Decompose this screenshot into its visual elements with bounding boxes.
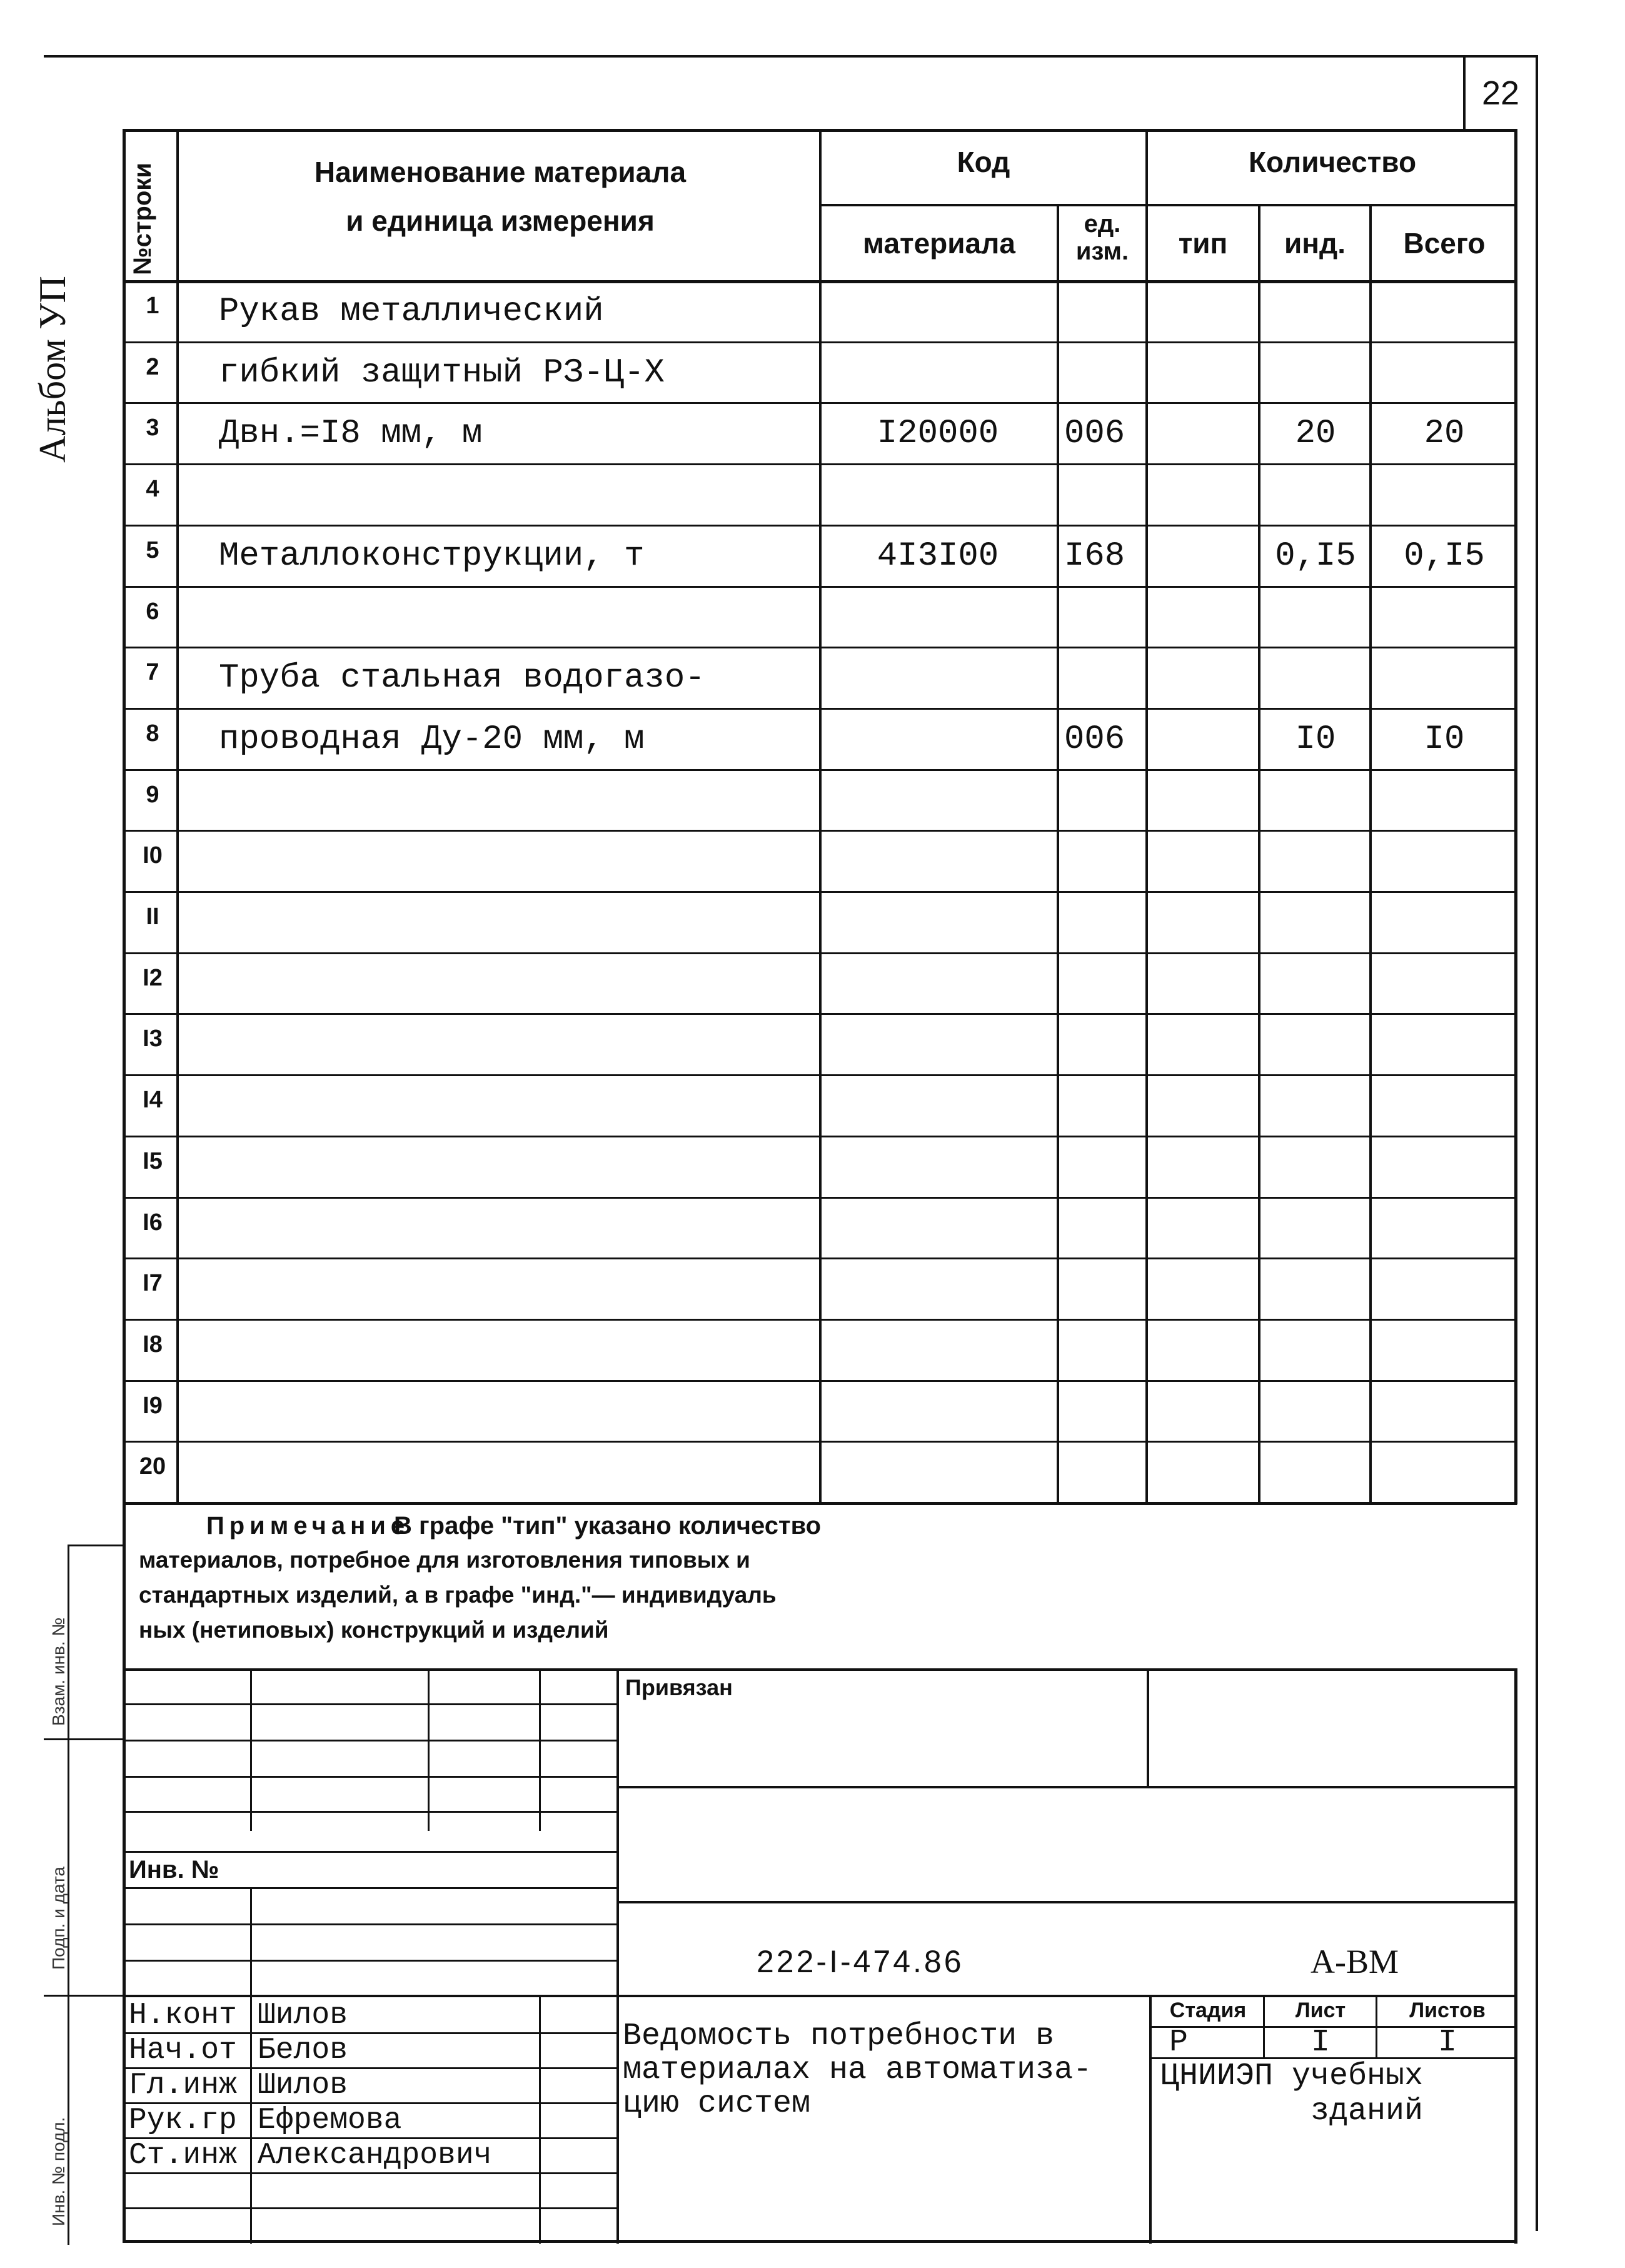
- document-code: 222-I-474.86: [757, 1944, 964, 1979]
- qty-ind-header: инд.: [1284, 227, 1346, 260]
- stamp-grid-v3: [539, 1668, 541, 1831]
- sheet-label: Лист: [1295, 1998, 1346, 2022]
- document-title-line1: Ведомость потребности в: [623, 2019, 1055, 2054]
- row-divider: [123, 708, 1517, 710]
- row-number: I2: [143, 965, 163, 991]
- row-divider: [123, 769, 1517, 771]
- code-material-header: материала: [863, 227, 1015, 260]
- row-number-header: №строки: [129, 163, 156, 275]
- side-stamp-h1: [68, 1545, 123, 1546]
- material-name: проводная Ду-20 мм, м: [219, 720, 645, 759]
- inv-no-label: Инв. №: [129, 1856, 219, 1883]
- qty-total: 20: [1424, 415, 1465, 453]
- qty-ind: 0,I5: [1275, 537, 1356, 575]
- qty-type-header: тип: [1178, 227, 1228, 260]
- side-stamp-h2: [44, 1738, 123, 1740]
- stamp-grid-h2: [123, 1740, 616, 1741]
- code-unit-header: ед. изм.: [1075, 210, 1129, 265]
- page-number-box-left: [1463, 55, 1466, 131]
- qty-ind: 20: [1295, 415, 1336, 453]
- top-rule: [44, 55, 1538, 58]
- row-divider: [123, 402, 1517, 404]
- name-header-line2: и единица измерения: [346, 204, 655, 237]
- signature-name: Шилов: [258, 1998, 348, 2032]
- row-divider: [123, 341, 1517, 343]
- row-number: 8: [146, 720, 159, 747]
- row-divider: [123, 1074, 1517, 1076]
- stamp-grid-h6: [123, 1887, 616, 1889]
- signature-name: Белов: [258, 2034, 348, 2067]
- col-line-2: [819, 129, 822, 1504]
- stamp-bottom-line: [123, 2240, 1517, 2243]
- side-stamp-h3: [44, 1995, 123, 1997]
- sheets-label: Листов: [1409, 1998, 1486, 2022]
- material-code: I20000: [877, 415, 999, 453]
- stamp-right-border: [1514, 1668, 1517, 2244]
- stamp-grid-v1-bottom: [250, 1887, 252, 2244]
- row-divider: [123, 525, 1517, 527]
- org-line1: ЦНИИЭП учебных: [1160, 2059, 1424, 2094]
- row-number: I3: [143, 1026, 163, 1052]
- stamp-grid-h7: [123, 1923, 616, 1925]
- row-number: I0: [143, 842, 163, 869]
- material-name: Рукав металлический: [219, 293, 604, 331]
- qty-total: 0,I5: [1404, 537, 1485, 575]
- privyazan-label: Привязан: [625, 1675, 733, 1700]
- col-line-5: [1258, 204, 1260, 1504]
- row-divider: [123, 1380, 1517, 1382]
- quantity-header: Количество: [1248, 146, 1417, 178]
- col-line-1: [176, 129, 179, 1504]
- signature-name: Александрович: [258, 2139, 492, 2172]
- stamp-grid-h4: [123, 1811, 616, 1813]
- row-divider: [123, 586, 1517, 588]
- row-number: I9: [143, 1393, 163, 1419]
- header-bottom-line: [123, 280, 1517, 283]
- code-header: Код: [957, 146, 1010, 178]
- side-stamp-label2: Подп. и дата: [49, 1867, 68, 1970]
- qty-total: I0: [1424, 720, 1465, 759]
- signature-name: Ефремова: [258, 2104, 402, 2137]
- side-stamp-label1: Взам. инв. №: [49, 1617, 68, 1726]
- row-divider: [123, 830, 1517, 832]
- col-line-4: [1145, 129, 1148, 1504]
- row-number: 2: [146, 354, 159, 380]
- signature-role: Нач.от: [129, 2034, 237, 2067]
- name-header-line1: Наименование материала: [314, 156, 687, 188]
- stage-value: Р: [1169, 2025, 1189, 2060]
- unit-code: 006: [1064, 415, 1125, 453]
- stamp-grid-v4: [616, 1668, 619, 2244]
- row-number: I7: [143, 1270, 163, 1296]
- row-divider: [123, 647, 1517, 648]
- row-divider: [123, 1441, 1517, 1443]
- signature-name: Шилов: [258, 2069, 348, 2102]
- sheet-value: I: [1311, 2025, 1330, 2060]
- stamp-grid-v1-top: [250, 1668, 252, 1831]
- right-border: [1536, 55, 1538, 2231]
- material-code: 4I3I00: [877, 537, 999, 575]
- stamp-grid-h3: [123, 1776, 616, 1778]
- privyazan-bottom-line: [616, 1786, 1517, 1788]
- album-label: Альбом УП: [32, 276, 73, 463]
- row-divider: [123, 1319, 1517, 1321]
- table-right-border: [1514, 129, 1517, 1504]
- note-line2: материалов, потребное для изготовления типовых и: [139, 1547, 750, 1573]
- sheets-value: I: [1437, 2025, 1457, 2060]
- document-title-line2: материалах на автоматиза-: [623, 2052, 1092, 2088]
- unit-code: 006: [1064, 720, 1125, 759]
- side-stamp-label3: Инв. № подл.: [49, 2117, 68, 2226]
- material-name: Металлоконструкции, т: [219, 537, 645, 575]
- row-number: 5: [146, 537, 159, 563]
- note-line3: стандартных изделий, а в графе "инд."— индивидуаль: [139, 1582, 777, 1608]
- row-number: 20: [139, 1453, 166, 1479]
- stamp-grid-v2: [428, 1668, 430, 1831]
- stage-label: Стадия: [1169, 1998, 1247, 2022]
- row-number: 6: [146, 598, 159, 625]
- row-number: 3: [146, 415, 159, 441]
- row-divider: [123, 1136, 1517, 1137]
- row-number: I8: [143, 1331, 163, 1358]
- stamp-grid-h1: [123, 1703, 616, 1705]
- signature-role: Н.конт: [129, 1998, 237, 2032]
- table-bottom-line: [123, 1502, 1517, 1505]
- stamp-grid-h5: [123, 1851, 616, 1853]
- row-divider: [123, 1257, 1517, 1259]
- code-row-top-line: [616, 1901, 1517, 1903]
- col-line-6: [1369, 204, 1372, 1504]
- signature-role: Ст.инж: [129, 2139, 237, 2172]
- material-name: Двн.=I8 мм, м: [219, 415, 483, 453]
- note-line4: ных (нетиповых) конструкций и изделий: [139, 1617, 609, 1643]
- note-heading: Примечание: [206, 1512, 410, 1540]
- title-divider: [1149, 1995, 1152, 2244]
- privyazan-divider: [1147, 1668, 1149, 1787]
- qty-total-header: Всего: [1403, 227, 1486, 260]
- org-line2: зданий: [1311, 2094, 1424, 2129]
- row-number: 4: [146, 476, 159, 502]
- note-line1: В графе "тип" указано количество: [394, 1512, 822, 1540]
- row-number: I4: [143, 1087, 163, 1113]
- stamp-grid-h15: [123, 2207, 616, 2209]
- stamp-top-line: [123, 1668, 1517, 1671]
- row-number: I5: [143, 1148, 163, 1174]
- document-mark: А-ВМ: [1311, 1943, 1399, 1980]
- row-number: II: [146, 904, 159, 930]
- stamp-grid-h9: [123, 1995, 1517, 1997]
- row-divider: [123, 1197, 1517, 1199]
- row-number: 9: [146, 782, 159, 808]
- col-line-3: [1057, 204, 1059, 1504]
- unit-code: I68: [1064, 537, 1125, 575]
- document-title-line3: цию систем: [623, 2086, 811, 2122]
- material-name: Труба стальная водогазо-: [219, 659, 705, 697]
- material-name: гибкий защитный РЗ-Ц-Х: [219, 354, 665, 392]
- row-number: I6: [143, 1209, 163, 1236]
- row-number: 7: [146, 659, 159, 685]
- stamp-grid-h8: [123, 1960, 616, 1962]
- signature-role: Гл.инж: [129, 2069, 237, 2102]
- row-divider: [123, 1013, 1517, 1015]
- header-sub-line: [819, 204, 1517, 206]
- row-divider: [123, 463, 1517, 465]
- row-divider: [123, 952, 1517, 954]
- row-divider: [123, 891, 1517, 893]
- table-left-border: [123, 129, 126, 2242]
- qty-ind: I0: [1295, 720, 1336, 759]
- signature-role: Рук.гр: [129, 2104, 237, 2137]
- page-number: 22: [1481, 74, 1520, 112]
- stamp-grid-h14: [123, 2172, 616, 2174]
- row-number: 1: [146, 293, 159, 319]
